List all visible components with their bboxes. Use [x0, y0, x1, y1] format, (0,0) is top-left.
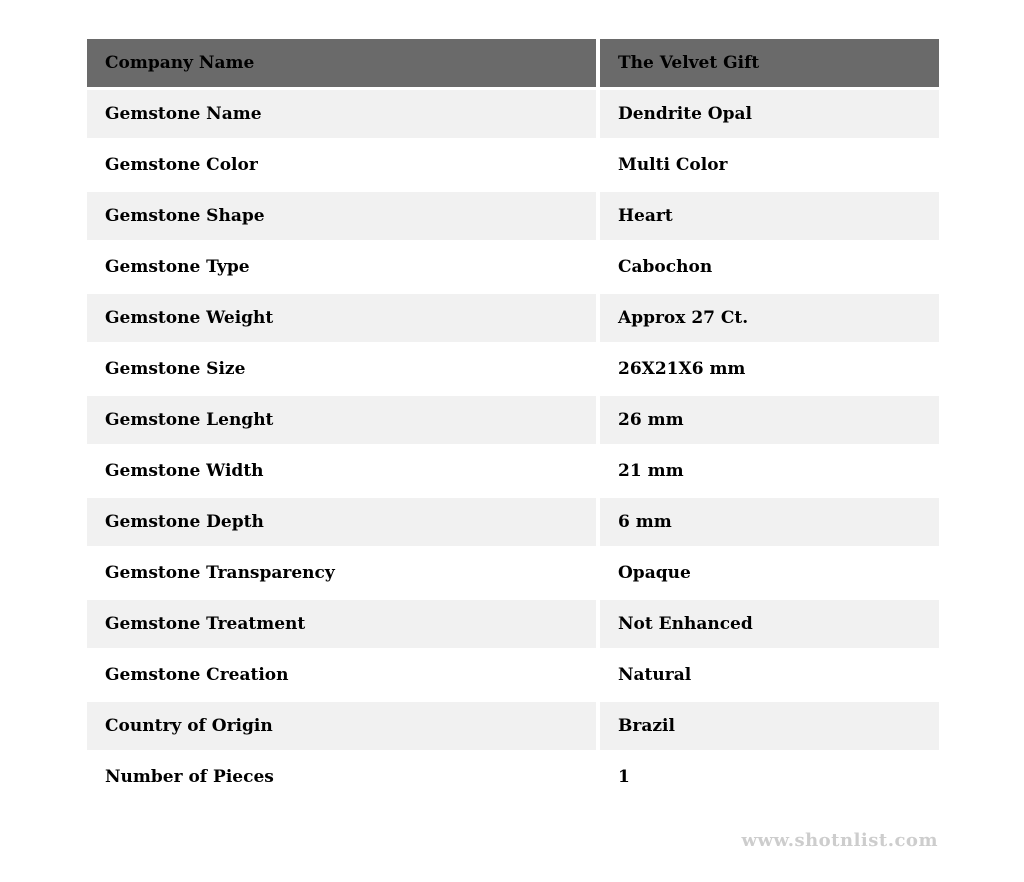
table-row	[87, 243, 939, 294]
spec-value: Multi Color	[600, 141, 939, 192]
table-header-row	[87, 39, 939, 90]
spec-value: 21 mm	[600, 447, 939, 498]
table-row	[87, 90, 939, 141]
spec-value: Cabochon	[600, 243, 939, 294]
table-body	[87, 90, 939, 804]
company-name-value: The Velvet Gift	[600, 39, 939, 90]
spec-label: Gemstone Weight	[87, 294, 600, 345]
gemstone-spec-table	[87, 39, 939, 804]
table-row	[87, 141, 939, 192]
spec-label: Gemstone Color	[87, 141, 600, 192]
company-name-header: Company Name	[87, 39, 600, 90]
table-row	[87, 447, 939, 498]
spec-value: Approx 27 Ct.	[600, 294, 939, 345]
watermark-text: www.shotnlist.com	[741, 830, 938, 851]
spec-value: 1	[600, 753, 939, 804]
table-row	[87, 192, 939, 243]
spec-value: Dendrite Opal	[600, 90, 939, 141]
table-row	[87, 345, 939, 396]
table-row	[87, 753, 939, 804]
spec-value: 6 mm	[600, 498, 939, 549]
spec-label: Gemstone Treatment	[87, 600, 600, 651]
spec-label: Gemstone Depth	[87, 498, 600, 549]
table-row	[87, 294, 939, 345]
spec-value: 26 mm	[600, 396, 939, 447]
spec-label: Gemstone Creation	[87, 651, 600, 702]
spec-value: Not Enhanced	[600, 600, 939, 651]
spec-label: Gemstone Name	[87, 90, 600, 141]
spec-label: Number of Pieces	[87, 753, 600, 804]
spec-label: Gemstone Size	[87, 345, 600, 396]
table-row	[87, 702, 939, 753]
table-row	[87, 600, 939, 651]
spec-label: Country of Origin	[87, 702, 600, 753]
spec-value: Heart	[600, 192, 939, 243]
spec-label: Gemstone Shape	[87, 192, 600, 243]
table-row	[87, 396, 939, 447]
spec-label: Gemstone Lenght	[87, 396, 600, 447]
spec-value: 26X21X6 mm	[600, 345, 939, 396]
spec-value: Brazil	[600, 702, 939, 753]
spec-value: Opaque	[600, 549, 939, 600]
spec-label: Gemstone Width	[87, 447, 600, 498]
spec-label: Gemstone Type	[87, 243, 600, 294]
table-row	[87, 498, 939, 549]
table-row	[87, 651, 939, 702]
table-row	[87, 549, 939, 600]
spec-value: Natural	[600, 651, 939, 702]
spec-label: Gemstone Transparency	[87, 549, 600, 600]
